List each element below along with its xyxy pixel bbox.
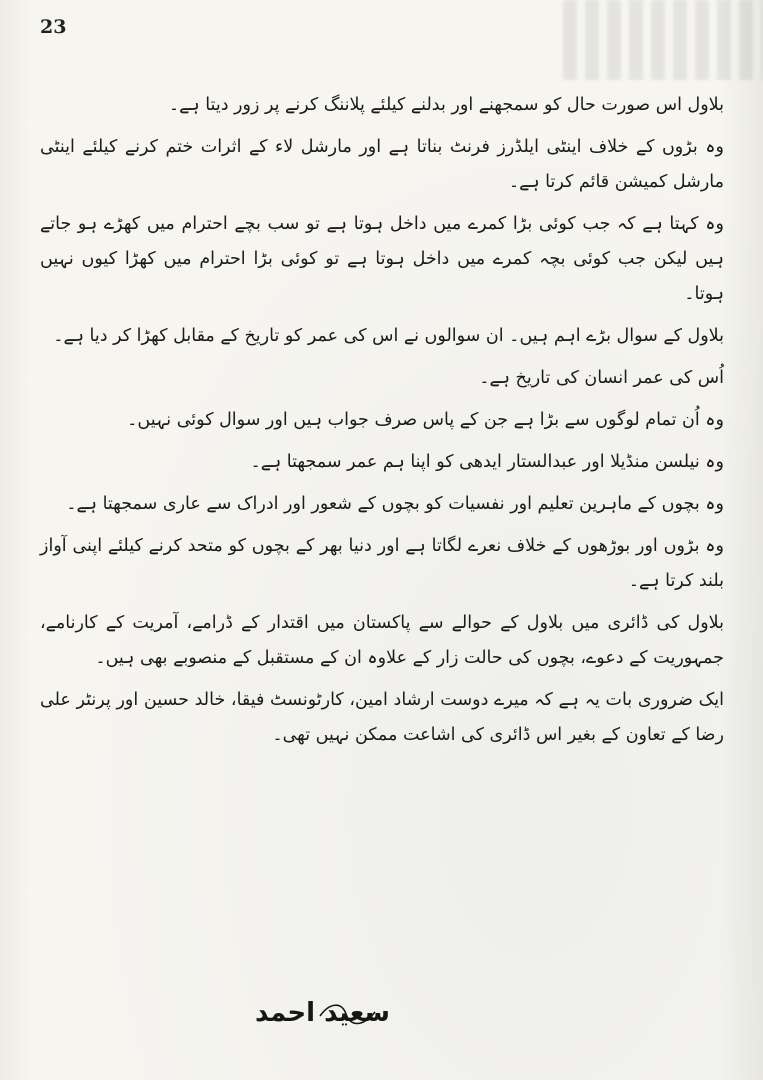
paragraph-1: بلاول اس صورت حال کو سمجھنے اور بدلنے کیلئے پلاننگ کرنے پر زور دیتا ہے۔ [168,95,724,115]
paragraph-11: ایک ضروری بات یہ ہے کہ میرے دوست ارشاد امین، کارٹونسٹ فیقا، خالد حسین اور پرنٹر علی رضا کے تعاون کے بغیر اس ڈائری کی اشاعت ممکن نہیں تھی۔ [40,690,724,745]
paragraph-7: وہ نیلسن منڈیلا اور عبدالستار ایدھی کو اپنا ہم عمر سمجھتا ہے۔ [250,452,724,472]
paragraph-10: بلاول کی ڈائری میں بلاول کے حوالے سے پاکستان میں اقتدار کے ڈرامے، آمریت کے کارنامے، جمہوریت کے دعوے، بچوں کی حالت زار کے علاوہ ان کے مستقبل کے منصوبے بھی ہیں۔ [40,613,724,668]
body-text [40,88,724,760]
paragraph-9: وہ بڑوں اور بوڑھوں کے خلاف نعرے لگاتا ہے اور دنیا بھر کے بچوں کو متحد کرنے کیلئے اپنی آواز بلند کرتا ہے۔ [40,536,724,591]
paragraph-3: وہ کہتا ہے کہ جب کوئی بڑا کمرے میں داخل ہوتا ہے تو سب بچے احترام میں کھڑے ہو جاتے ہیں لیکن جب کوئی بچہ کمرے میں داخل ہوتا ہے تو کوئی بڑا احترام میں کھڑا کیوں نہیں ہوتا۔ [40,214,724,304]
paragraph-6: وہ اُن تمام لوگوں سے بڑا ہے جن کے پاس صرف جواب ہیں اور سوال کوئی نہیں۔ [127,410,724,430]
signature-name: سعید احمد [254,998,390,1028]
signature [170,994,430,1050]
paragraph-2: وہ بڑوں کے خلاف اینٹی ایلڈرز فرنٹ بناتا ہے اور مارشل لاء کے اثرات ختم کرنے کیلئے اینٹی مارشل کمیشن قائم کرتا ہے۔ [40,137,724,192]
paragraph-4: بلاول کے سوال بڑے اہم ہیں۔ ان سوالوں نے اس کی عمر کو تاریخ کے مقابل کھڑا کر دیا ہے۔ [53,326,724,346]
paragraph-8: وہ بچوں کے ماہرین تعلیم اور نفسیات کو بچوں کے شعور اور ادراک سے عاری سمجھتا ہے۔ [66,494,724,514]
page-number: 23 [40,16,67,38]
bleed-through-marks [563,0,763,80]
paragraph-5: اُس کی عمر انسان کی تاریخ ہے۔ [479,368,724,388]
